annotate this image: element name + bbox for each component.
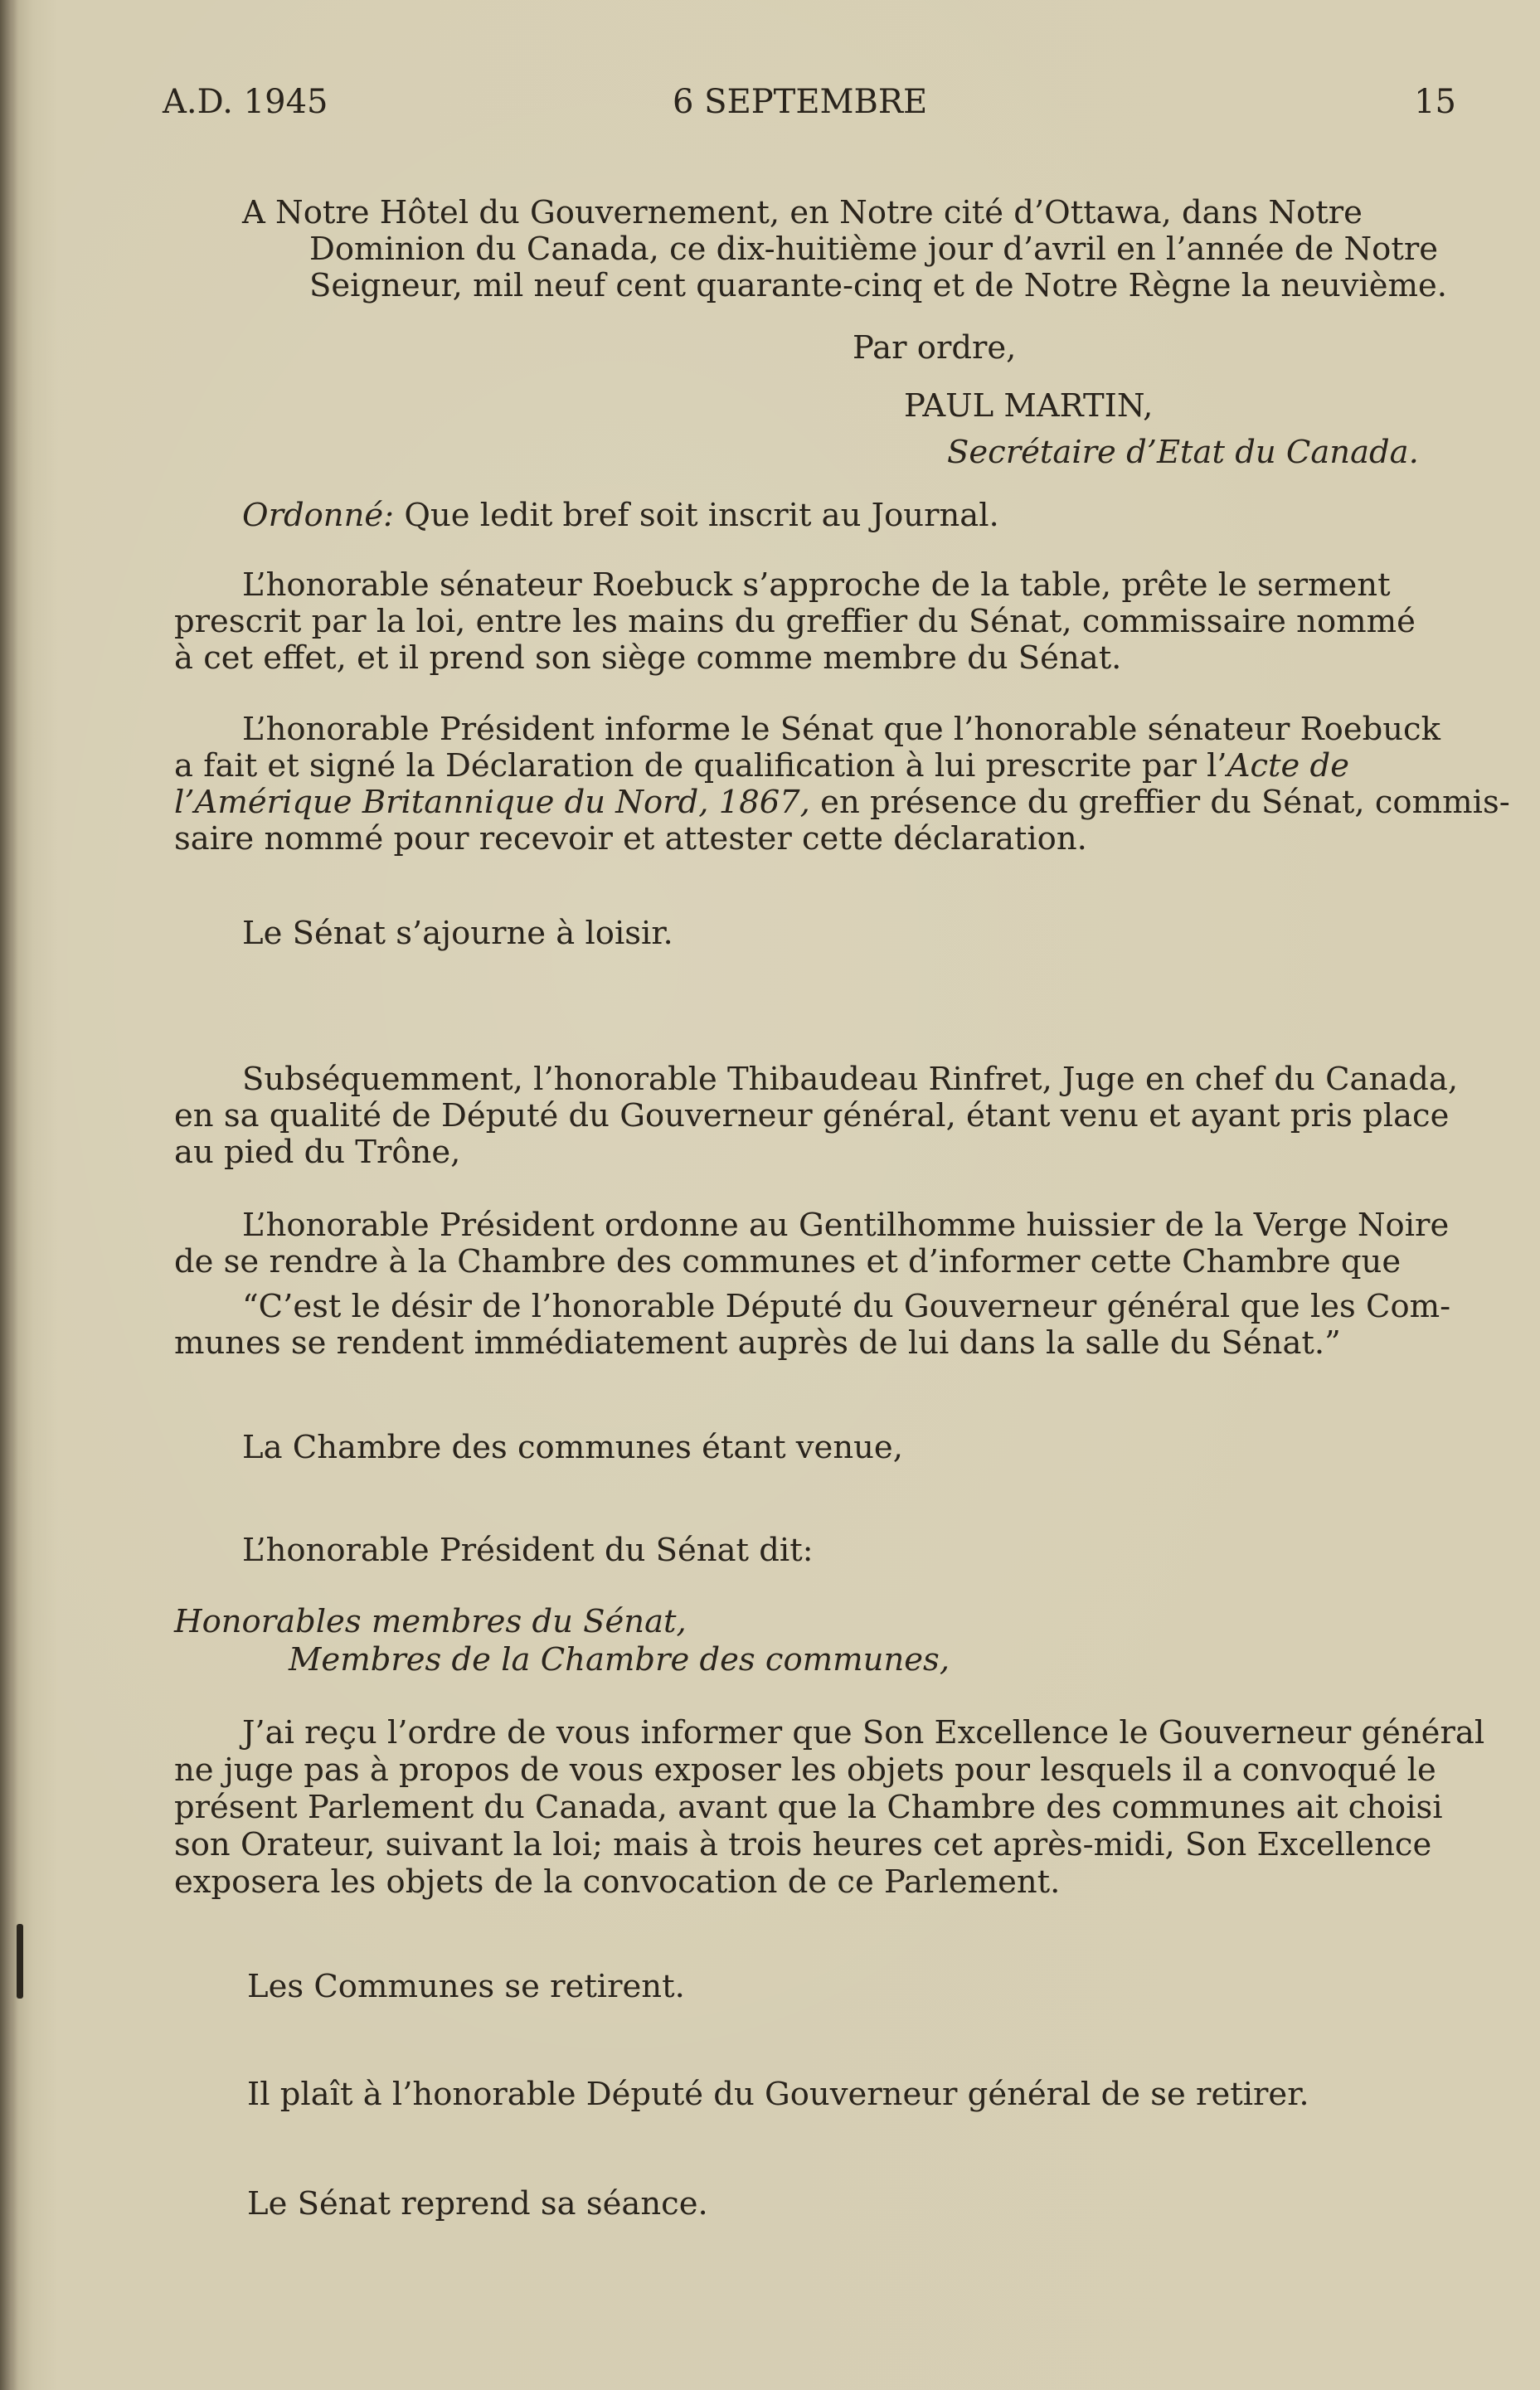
proclamation-line-1: A Notre Hôtel du Gouvernement, en Notre cité d’Ottawa, dans Notre bbox=[242, 194, 1363, 231]
para2-line-1: L’honorable Président informe le Sénat que l’honorable sénateur Roebuck bbox=[242, 711, 1440, 748]
para2-line-3-italic: l’Amérique Britannique du Nord, 1867, bbox=[174, 784, 810, 821]
para2-line-3-roman: en présence du greffier du Sénat, commis- bbox=[809, 784, 1510, 821]
par-ordre: Par ordre, bbox=[853, 329, 1017, 367]
proclamation-line-3: Seigneur, mil neuf cent quarante-cinq et de Notre Règne la neuvième. bbox=[309, 267, 1448, 304]
address-line-1: Honorables membres du Sénat, bbox=[174, 1603, 687, 1640]
para2-line-2 bbox=[174, 748, 1349, 785]
para2-line-4: saire nommé pour recevoir et attester cette déclaration. bbox=[174, 820, 1087, 857]
page-number: 15 bbox=[1414, 83, 1456, 121]
para2-line-2-italic: Acte de bbox=[1227, 747, 1349, 785]
signatory-title: Secrétaire d’Etat du Canada. bbox=[947, 434, 1419, 471]
para1-line-2: prescrit par la loi, entre les mains du greffier du Sénat, commissaire nommé bbox=[174, 603, 1416, 640]
communes-retirent: Les Communes se retirent. bbox=[247, 1968, 685, 2005]
chambre-venue: La Chambre des communes étant venue, bbox=[242, 1429, 903, 1466]
para3-line-2: en sa qualité de Député du Gouverneur général, étant venu et ayant pris place bbox=[174, 1097, 1450, 1134]
spine-mark bbox=[17, 1924, 23, 1999]
speech-line-5: exposera les objets de la convocation de ce Parlement. bbox=[174, 1863, 1061, 1901]
para3-line-3: au pied du Trône, bbox=[174, 1134, 461, 1171]
speech-line-2: ne juge pas à propos de vous exposer les objets pour lesquels il a convoqué le bbox=[174, 1751, 1436, 1789]
para4-line-2: de se rendre à la Chambre des communes et d’informer cette Chambre que bbox=[174, 1243, 1402, 1280]
senat-ajourne: Le Sénat s’ajourne à loisir. bbox=[242, 915, 673, 952]
spine-shadow bbox=[0, 0, 18, 2390]
speech-line-3: présent Parlement du Canada, avant que la Chambre des communes ait choisi bbox=[174, 1789, 1443, 1826]
para1-line-3: à cet effet, et il prend son siège comme membre du Sénat. bbox=[174, 639, 1122, 677]
proclamation-line-2: Dominion du Canada, ce dix-huitième jour d’avril en l’année de Notre bbox=[309, 231, 1439, 268]
running-header bbox=[163, 83, 1465, 133]
speech-line-1: J’ai reçu l’ordre de vous informer que Son Excellence le Gouverneur général bbox=[242, 1714, 1485, 1751]
depute-retirer: Il plaît à l’honorable Député du Gouverneur général de se retirer. bbox=[247, 2076, 1309, 2113]
speech-line-4: son Orateur, suivant la loi; mais à trois heures cet après-midi, Son Excellence bbox=[174, 1826, 1432, 1863]
ordonne-label: Ordonné: bbox=[242, 497, 395, 534]
para4-line-1: L’honorable Président ordonne au Gentilhomme huissier de la Verge Noire bbox=[242, 1207, 1450, 1244]
ordonne-text: Que ledit bref soit inscrit au Journal. bbox=[404, 497, 999, 534]
para2-line-2-roman: a fait et signé la Déclaration de qualification à lui prescrite par l’ bbox=[174, 747, 1227, 785]
para4-line-3: “C’est le désir de l’honorable Député du Gouverneur général que les Com- bbox=[242, 1288, 1451, 1325]
header-date: 6 SEPTEMBRE bbox=[673, 83, 928, 121]
para3-line-1: Subséquemment, l’honorable Thibaudeau Rinfret, Juge en chef du Canada, bbox=[242, 1061, 1459, 1098]
address-line-2: Membres de la Chambre des communes, bbox=[289, 1641, 950, 1678]
signatory-name: PAUL MARTIN, bbox=[904, 387, 1154, 425]
para1-line-1: L’honorable sénateur Roebuck s’approche de la table, prête le serment bbox=[242, 566, 1391, 604]
header-year: A.D. 1945 bbox=[163, 83, 328, 121]
para4-line-4: munes se rendent immédiatement auprès de lui dans la salle du Sénat.” bbox=[174, 1324, 1341, 1362]
senat-reprend: Le Sénat reprend sa séance. bbox=[247, 2185, 708, 2222]
para2-line-3 bbox=[174, 785, 1510, 821]
president-dit: L’honorable Président du Sénat dit: bbox=[242, 1532, 814, 1569]
ordonne-line bbox=[242, 498, 999, 534]
